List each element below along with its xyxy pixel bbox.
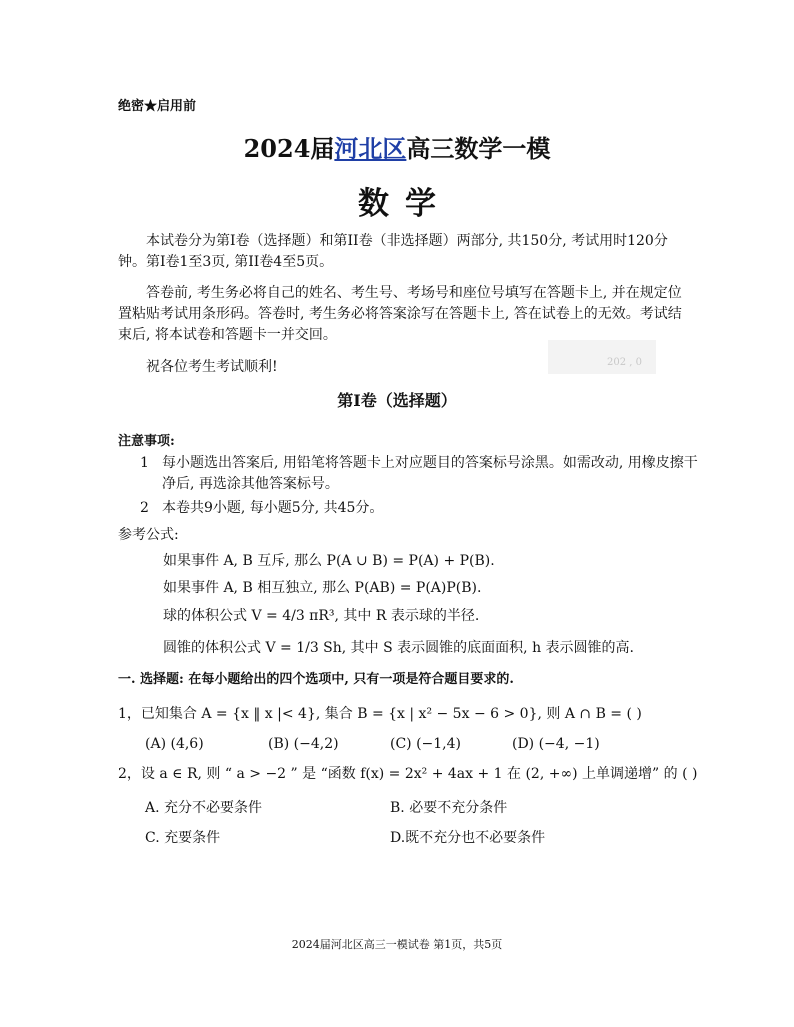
question-2-stem: 2，设 a ∈ R, 则 “ a > −2 ” 是 “函数 f(x) = 2x² + 4ax + 1 在 (2, +∞) 上单调递增” 的 ( ) [118, 766, 698, 782]
reference-heading: 参考公式: [118, 527, 179, 543]
note-text: 每小题选出答案后, 用铅笔将答题卡上对应题目的答案标号涂黑。如需改动, 用橡皮擦干净后, 再选涂其他答案标号。 [162, 455, 698, 492]
note-number: 2 [140, 500, 149, 516]
formula-sphere-volume: 球的体积公式 V = 4/3 πR³, 其中 R 表示球的半径. [163, 608, 480, 624]
formula-independent: 如果事件 A, B 相互独立, 那么 P(AB) = P(A)P(B). [163, 580, 482, 596]
district-link[interactable]: 河北区 [334, 134, 407, 163]
notes-heading: 注意事项: [118, 434, 175, 449]
part-heading: 一. 选择题: 在每小题给出的四个选项中, 只有一项是符合题目要求的. [118, 672, 514, 687]
question-2-option-b: B. 必要不充分条件 [390, 800, 508, 816]
question-2-option-d: D.既不充分也不必要条件 [390, 830, 546, 846]
intro-paragraph-2: 答卷前, 考生务必将自己的姓名、考生号、考场号和座位号填写在答题卡上, 并在规定位置粘贴考试用条形码。答卷时, 考生务必将答案涂写在答题卡上, 答在试卷上的无效。考试结束后, 将本试卷和答题卡一并交回。 [118, 285, 682, 343]
question-1-stem: 1，已知集合 A = {x ‖ x |< 4}, 集合 B = {x | x² − 5x − 6 > 0}, 则 A ∩ B = ( ) [118, 706, 642, 722]
question-2-option-a: A. 充分不必要条件 [145, 800, 263, 816]
formula-cone-volume: 圆锥的体积公式 V = 1/3 Sh, 其中 S 表示圆锥的底面面积, h 表示圆锥的高. [163, 640, 634, 656]
intro-paragraph-1: 本试卷分为第I卷（选择题）和第II卷（非选择题）两部分, 共150分, 考试用时120分钟。第I卷1至3页, 第II卷4至5页。 [118, 233, 668, 270]
note-item [140, 453, 710, 495]
faded-stamp-text: 202 , 0 [607, 357, 642, 368]
subject-title: 数学 [358, 186, 452, 222]
question-1-option-d: (D) (−4, −1) [512, 736, 600, 752]
confidential-label: 绝密★启用前 [118, 99, 197, 114]
note-text: 本卷共9小题, 每小题5分, 共45分。 [162, 500, 384, 516]
good-luck-text: 祝各位考生考试顺利! [146, 359, 278, 375]
question-1-option-a: (A) (4,6) [145, 736, 204, 752]
note-number: 1 [140, 455, 149, 471]
question-1-option-b: (B) (−4,2) [268, 736, 339, 752]
page-footer: 2024届河北区高三一模试卷 第1页，共5页 [291, 938, 503, 951]
section-title: 第I卷（选择题） [337, 391, 457, 410]
formula-mutually-exclusive: 如果事件 A, B 互斥, 那么 P(A ∪ B) = P(A) + P(B). [163, 553, 495, 569]
exam-title [0, 129, 794, 164]
question-2-option-c: C. 充要条件 [145, 830, 221, 846]
question-1-option-c: (C) (−1,4) [390, 736, 462, 752]
note-item [140, 498, 710, 519]
title-year: 2024届 [243, 134, 335, 163]
title-suffix: 高三数学一模 [406, 134, 551, 163]
